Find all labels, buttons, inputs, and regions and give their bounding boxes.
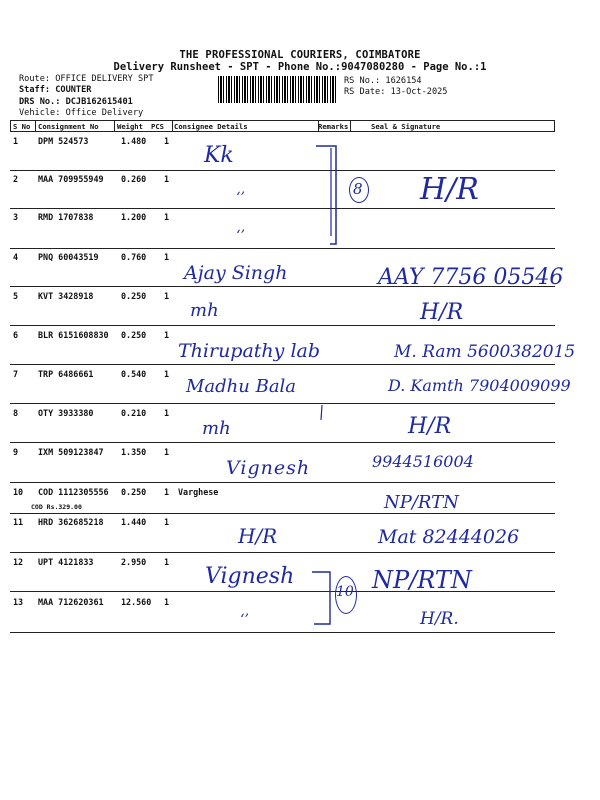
row-pcs: 1 (164, 487, 170, 497)
bracket-stroke (316, 146, 336, 244)
row-consignment: UPT 4121833 (38, 557, 94, 567)
header-seal: Seal & Signature (371, 122, 441, 131)
row-weight: 0.210 (121, 408, 147, 418)
handwritten-seal: NP/RTN (384, 492, 459, 513)
row-weight: 0.260 (121, 174, 147, 184)
row-sno: 11 (13, 517, 24, 527)
staff-info: Staff: COUNTER (19, 85, 92, 95)
row-consignment: RMD 1707838 (38, 212, 94, 222)
handwritten-seal: Mat 82444026 (378, 526, 520, 548)
route-info: Route: OFFICE DELIVERY SPT (19, 74, 154, 84)
row-consignment: DPM 524573 (38, 136, 89, 146)
handwritten-name: H/R (238, 524, 278, 548)
row-weight: 2.950 (121, 557, 147, 567)
page-subtitle: Delivery Runsheet - SPT - Phone No.:9047080280 - Page No.:1 (113, 61, 487, 73)
row-sno: 8 (13, 408, 19, 418)
row-weight: 0.250 (121, 330, 147, 340)
cod-note: COD Rs.329.00 (31, 503, 82, 511)
row-sno: 6 (13, 330, 19, 340)
row-sno: 12 (13, 557, 24, 567)
row-weight: 1.440 (121, 517, 147, 527)
handwritten-seal: H/R. (420, 609, 459, 629)
row-pcs: 1 (164, 517, 170, 527)
row-weight: 0.250 (121, 291, 147, 301)
row-pcs: 1 (164, 408, 170, 418)
page-title: THE PROFESSIONAL COURIERS, COIMBATORE (179, 49, 421, 61)
vehicle-info: Vehicle: Office Delivery (19, 108, 144, 118)
stamp-number: 8 (353, 180, 363, 198)
row-sno: 1 (13, 136, 19, 146)
row-consignment: HRD 362685218 (38, 517, 104, 527)
row-sno: 5 (13, 291, 19, 301)
header-consignment: Consignment No (38, 122, 99, 131)
row-weight: 0.760 (121, 252, 147, 262)
row-pcs: 1 (164, 597, 170, 607)
handwritten-name: Thirupathy lab (178, 340, 321, 362)
handwritten-seal: 9944516004 (372, 452, 474, 471)
row-consignment: MAA 712620361 (38, 597, 104, 607)
row-weight: 1.200 (121, 212, 147, 222)
header-weight: Weight (117, 122, 143, 131)
row-consignee: Varghese (178, 487, 219, 497)
row-consignment: KVT 3428918 (38, 291, 94, 301)
row-weight: 1.480 (121, 136, 147, 146)
handwritten-seal: NP/RTN (372, 566, 472, 594)
row-sno: 7 (13, 369, 19, 379)
row-pcs: 1 (164, 212, 170, 222)
header-pcs: PCS (151, 122, 164, 131)
row-consignment: PNQ 60043519 (38, 252, 99, 262)
row-weight: 1.350 (121, 447, 147, 457)
row-weight: 0.250 (121, 487, 147, 497)
row-sno: 2 (13, 174, 19, 184)
row-pcs: 1 (164, 291, 170, 301)
handwritten-name: Vignesh (226, 457, 311, 479)
row-consignment: TRP 6486661 (38, 369, 94, 379)
row-weight: 12.560 (121, 597, 152, 607)
row-weight: 0.540 (121, 369, 147, 379)
handwritten-signature: mh (202, 418, 231, 439)
rs-number: RS No.: 1626154 (344, 76, 422, 86)
row-consignment: OTY 3933380 (38, 408, 94, 418)
handwritten-signature: mh (190, 300, 219, 321)
row-sno: 4 (13, 252, 19, 262)
handwritten-signature: Kk (204, 143, 234, 168)
row-consignment: BLR 6151608830 (38, 330, 109, 340)
drs-info: DRS No.: DCJB162615401 (19, 97, 133, 107)
row-pcs: 1 (164, 447, 170, 457)
handwritten-seal: M. Ram 5600382015 (394, 342, 576, 362)
row-pcs: 1 (164, 136, 170, 146)
row-consignment: IXM 509123847 (38, 447, 104, 457)
bracket-stroke (312, 572, 330, 624)
handwritten-seal: H/R (420, 172, 479, 207)
handwritten-ditto: ‘’ (240, 612, 249, 628)
row-consignment: MAA 709955949 (38, 174, 104, 184)
row-pcs: 1 (164, 369, 170, 379)
handwritten-name: Vignesh (205, 564, 295, 589)
row-sno: 9 (13, 447, 19, 457)
handwritten-seal: D. Kamth 7904009099 (388, 376, 571, 395)
row-pcs: 1 (164, 252, 170, 262)
handwritten-seal: H/R (408, 414, 452, 439)
handwritten-seal: H/R (420, 300, 464, 325)
row-sno: 13 (13, 597, 24, 607)
handwritten-ditto: ‘’ (236, 228, 245, 244)
header-remarks: Remarks (318, 122, 349, 131)
handwritten-ditto: ‘’ (236, 190, 245, 206)
handwritten-name: Ajay Singh (184, 262, 288, 284)
row-pcs: 1 (164, 174, 170, 184)
bracket-stroke (321, 405, 322, 420)
row-consignment: COD 1112305556 (38, 487, 109, 497)
header-sno: S No (13, 122, 31, 131)
handwritten-name: Madhu Bala (186, 376, 297, 397)
row-sno: 10 (13, 487, 24, 497)
rs-date: RS Date: 13-Oct-2025 (344, 87, 448, 97)
header-consignee: Consignee Details (174, 122, 248, 131)
row-sno: 3 (13, 212, 19, 222)
row-pcs: 1 (164, 330, 170, 340)
row-pcs: 1 (164, 557, 170, 567)
handwritten-seal: AAY 7756 05546 (378, 265, 564, 290)
stamp-number: 10 (336, 584, 354, 600)
